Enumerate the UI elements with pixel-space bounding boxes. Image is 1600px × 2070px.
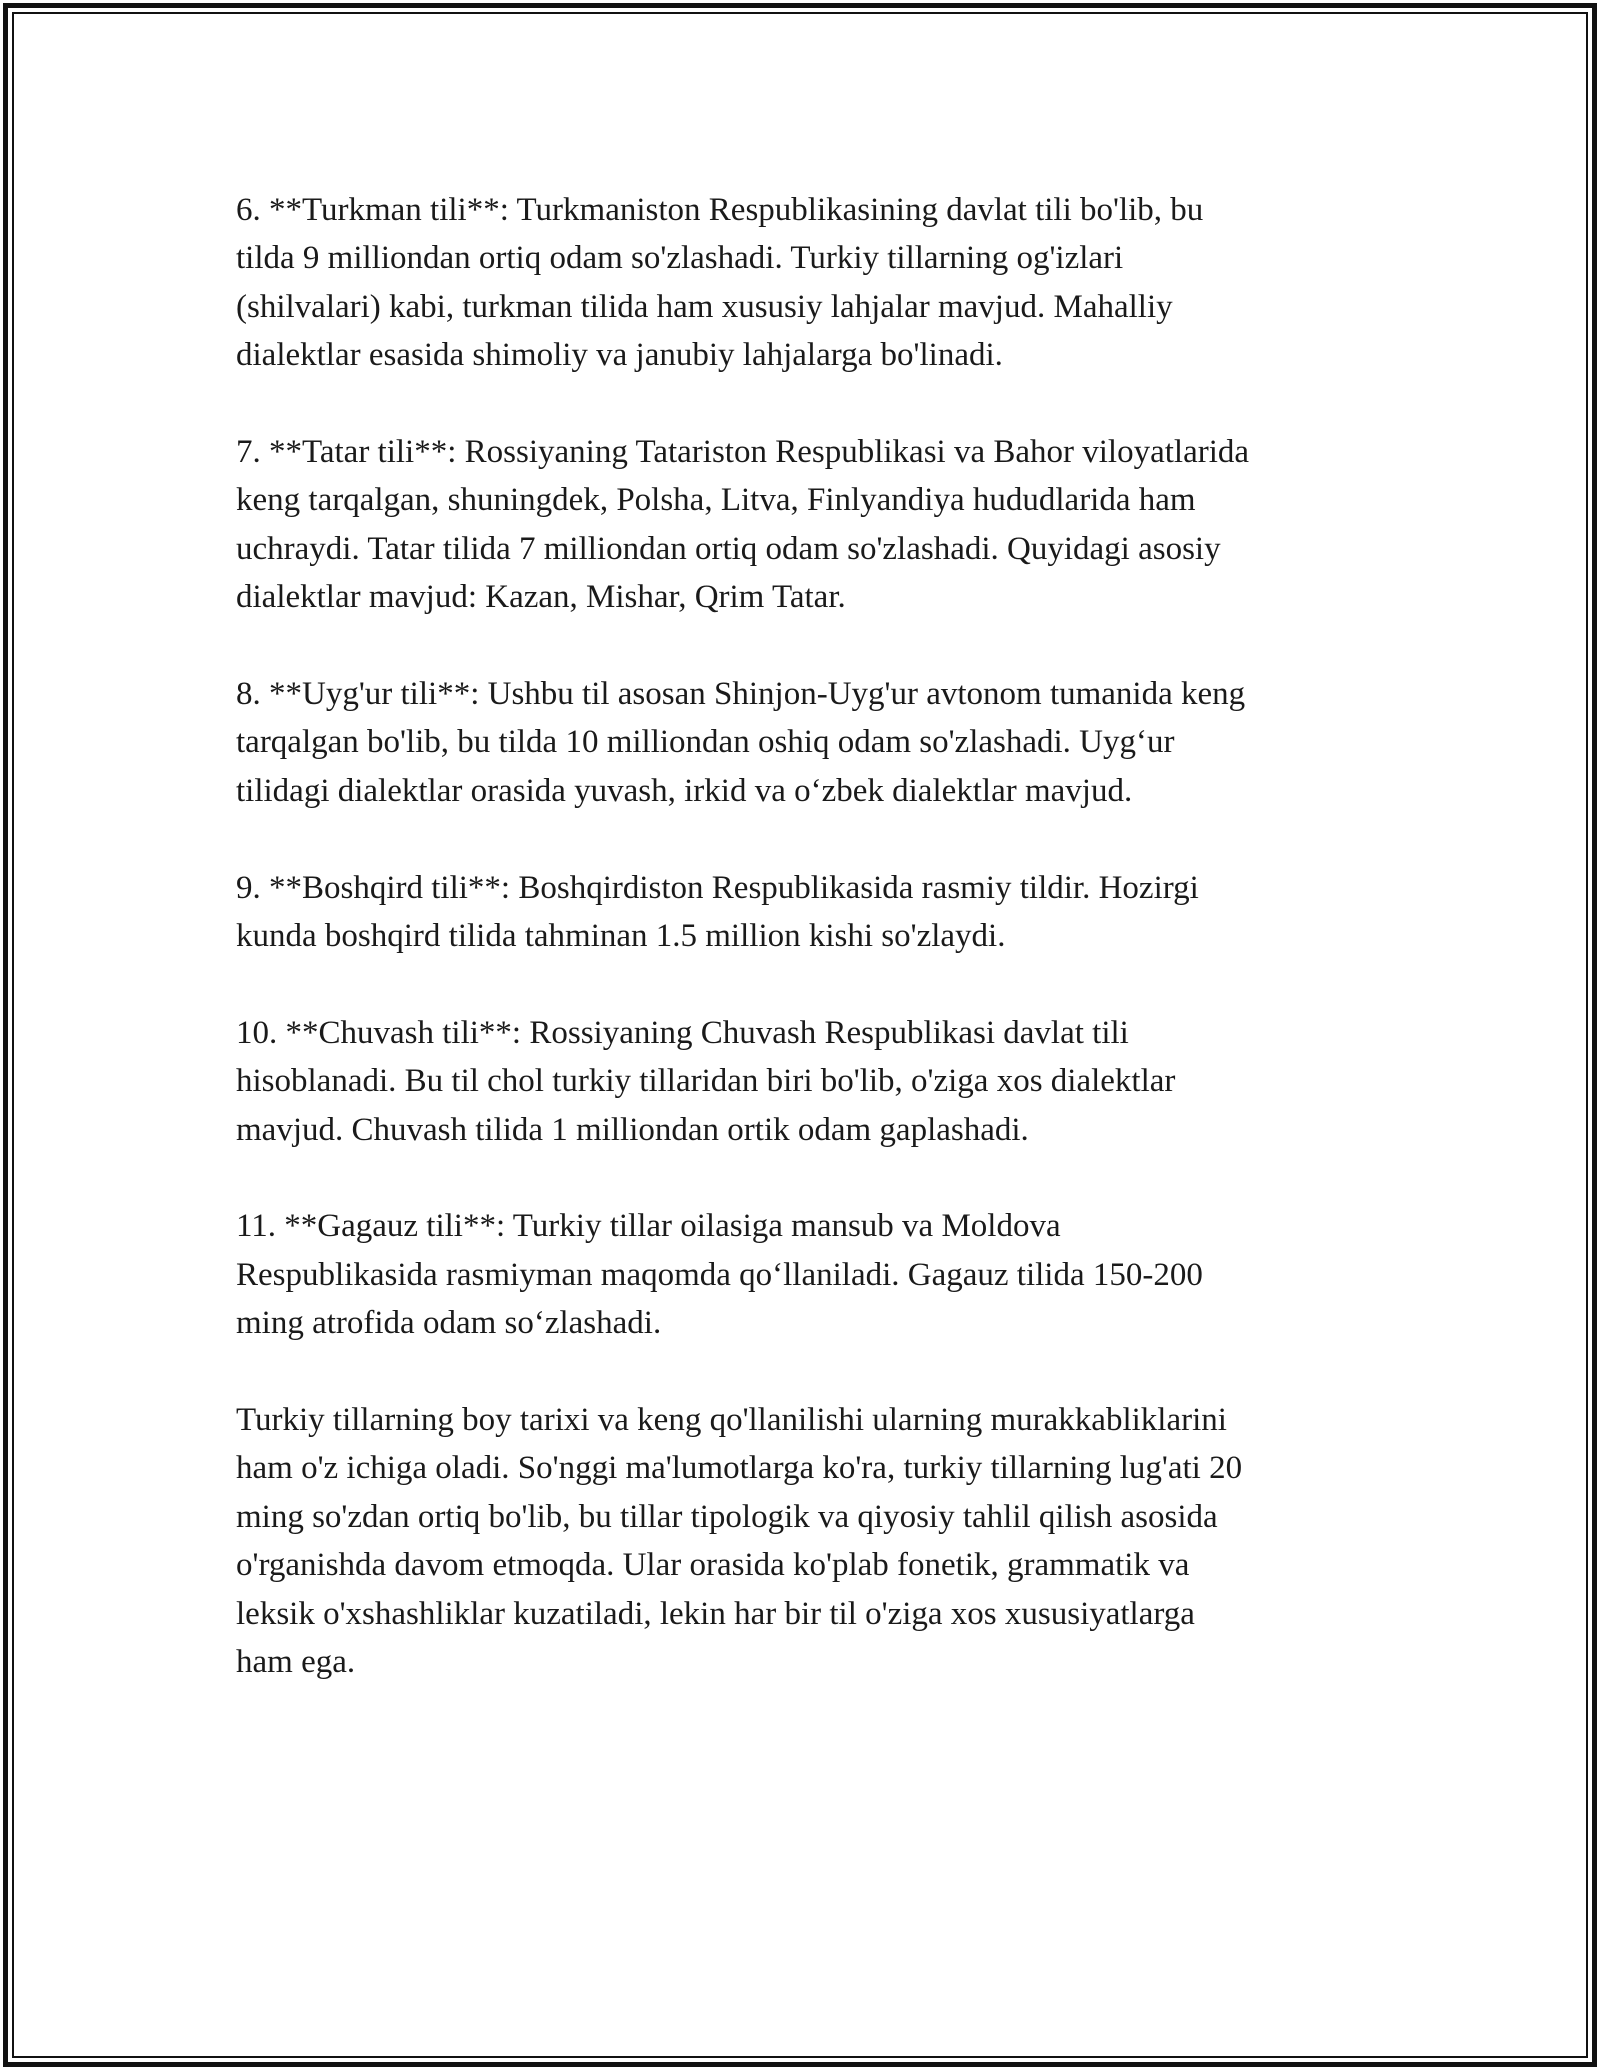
text-line: kunda boshqird tilida tahminan 1.5 million kishi so'zlaydi. <box>236 918 1006 955</box>
text-line: Respublikasida rasmiyman maqomda qo‘llaniladi. Gagauz tilida 150-200 <box>236 1256 1203 1293</box>
paragraph <box>236 1202 1396 1347</box>
text-line: ming atrofida odam so‘zlashadi. <box>236 1305 662 1342</box>
text-line: tarqalgan bo'lib, bu tilda 10 milliondan oshiq odam so'zlashadi. Uyg‘ur <box>236 724 1175 761</box>
paragraph <box>236 428 1396 622</box>
text-line: 6. **Turkman tili**: Turkmaniston Respublikasining davlat tili bo'lib, bu <box>236 192 1204 228</box>
text-line: o'rganishda davom etmoqda. Ular orasida ko'plab fonetik, grammatik va <box>236 1547 1190 1584</box>
text-line: 8. **Uyg'ur tili**: Ushbu til asosan Shinjon-Uyg'ur avtonom tumanida keng <box>236 676 1246 713</box>
paragraph <box>236 864 1396 961</box>
text-line: dialektlar esasida shimoliy va janubiy lahjalarga bo'linadi. <box>236 337 1003 374</box>
paragraph <box>236 670 1396 815</box>
text-line: 11. **Gagauz tili**: Turkiy tillar oilasiga mansub va Moldova <box>236 1208 1061 1245</box>
document-body <box>236 186 1396 1735</box>
text-line: 10. **Chuvash tili**: Rossiyaning Chuvash Respublikasi davlat tili <box>236 1014 1129 1051</box>
text-line: ming so'zdan ortiq bo'lib, bu tillar tipologik va qiyosiy tahlil qilish asosida <box>236 1498 1218 1535</box>
text-line: tilda 9 milliondan ortiq odam so'zlashadi. Turkiy tillarning og'izlari <box>236 240 1124 277</box>
text-line: dialektlar mavjud: Kazan, Mishar, Qrim Tatar. <box>236 579 846 616</box>
text-line: 9. **Boshqird tili**: Boshqirdiston Respublikasida rasmiy tildir. Hozirgi <box>236 869 1199 906</box>
text-line: ham o'z ichiga oladi. So'nggi ma'lumotlarga ko'ra, turkiy tillarning lug'ati 20 <box>236 1450 1243 1487</box>
text-line: hisoblanadi. Bu til chol turkiy tillaridan biri bo'lib, o'ziga xos dialektlar <box>236 1063 1176 1100</box>
text-line: keng tarqalgan, shuningdek, Polsha, Litva, Finlyandiya hududlarida ham <box>236 482 1196 519</box>
text-line: 7. **Tatar tili**: Rossiyaning Tatariston Respublikasi va Bahor viloyatlarida <box>236 434 1250 471</box>
text-line: tilidagi dialektlar orasida yuvash, irkid va o‘zbek dialektlar mavjud. <box>236 772 1133 809</box>
text-line: ham ega. <box>236 1644 356 1681</box>
paragraph <box>236 1009 1396 1154</box>
text-line: leksik o'xshashliklar kuzatiladi, lekin har bir til o'ziga xos xususiyatlarga <box>236 1595 1195 1632</box>
paragraph <box>236 186 1396 380</box>
text-line: uchraydi. Tatar tilida 7 milliondan ortiq odam so'zlashadi. Quyidagi asosiy <box>236 530 1221 567</box>
text-line: mavjud. Chuvash tilida 1 milliondan ortik odam gaplashadi. <box>236 1111 1029 1148</box>
text-line: (shilvalari) kabi, turkman tilida ham xususiy lahjalar mavjud. Mahalliy <box>236 288 1173 325</box>
text-line: Turkiy tillarning boy tarixi va keng qo'llanilishi ularning murakkabliklarini <box>236 1402 1227 1439</box>
paragraph <box>236 1396 1396 1686</box>
